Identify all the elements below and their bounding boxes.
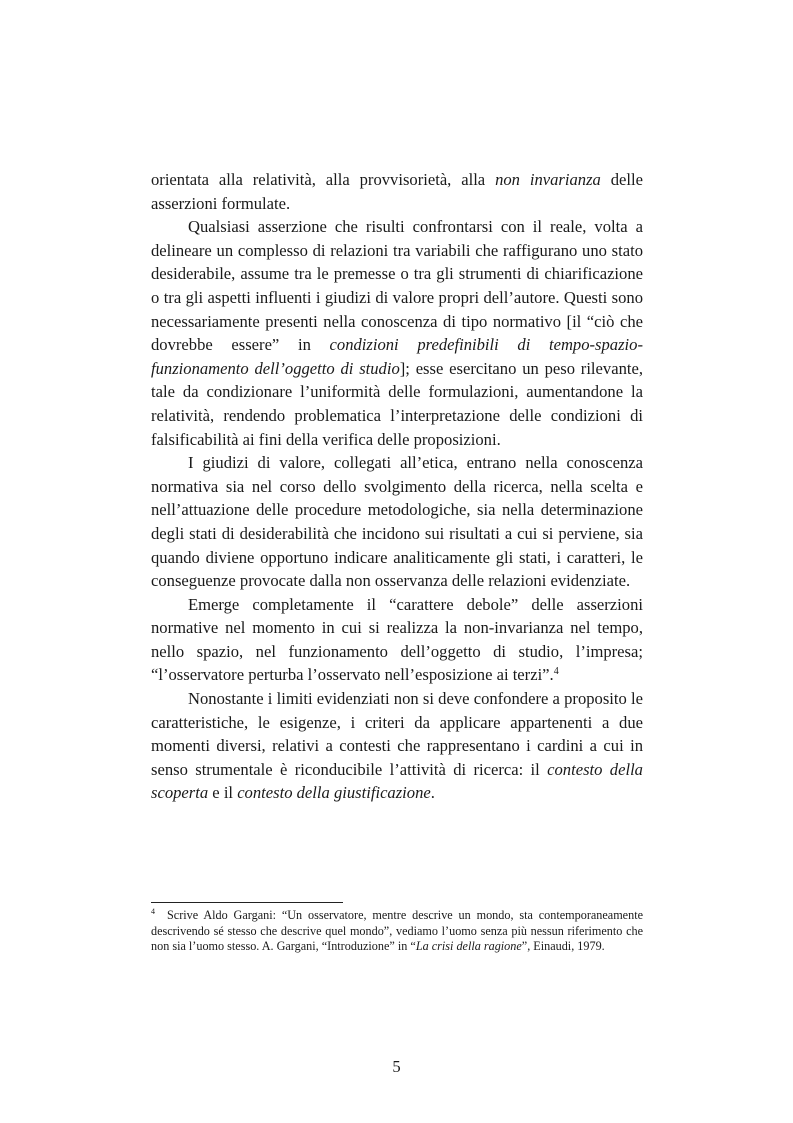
text-span: . [430, 783, 435, 803]
body-text [151, 168, 643, 805]
footnote-separator [151, 902, 343, 903]
text-span: Nonostante i limiti evidenziati non si deve confondere a proposito le caratteristiche, le esigenze, i criteri da applicare appartenenti a due momenti diversi, relativi a contesti che rappresentano i cardini a cui in senso strumentale è riconducibile l’attività di ricerca: il [151, 689, 643, 779]
paragraph-5 [151, 687, 643, 805]
paragraph-3 [151, 451, 643, 593]
footnote-4 [151, 908, 643, 955]
text-span: ”, Einaudi, 1979. [521, 939, 605, 954]
text-span: e il [208, 783, 238, 803]
text-span: Scrive Aldo Gargani: “Un osservatore, mentre descrive un mondo, sta contemporaneamente descrivendo sé stesso che descrive quel mondo”, vediamo l’uomo senza più nessun riferimento che non sia l’uomo stesso. A. Gargani, “Introduzione” in “ [151, 908, 643, 954]
text-span: delle asserzioni formulate. [151, 170, 643, 213]
footnote-number: 4 [151, 907, 155, 916]
text-span: Emerge completamente il “carattere debole” delle asserzioni normative nel momento in cui si realizza la non-invarianza nel tempo, nello spazio, nel funzionamento dell’oggetto di studio, l’impresa; “l’osservatore perturba l’osservato nell’esposizione ai terzi”. [151, 594, 643, 685]
text-span: ]; esse esercitano un peso rilevante, tale da condizionare l’uniformità delle formulazioni, aumentandone la relatività, rendendo problematica l’interpretazione delle condizioni di falsificabilità ai fini della verifica delle proposizioni. [151, 358, 643, 449]
paragraph-2 [151, 215, 643, 451]
italic-span: condizioni predefinibili di tempo-spazio-funzionamento dell’oggetto di studio [151, 335, 643, 378]
paragraph-4 [151, 593, 643, 687]
italic-span: La crisi della ragione [415, 939, 522, 954]
text-span: I giudizi di valore, collegati all’etica, entrano nella conoscenza normativa sia nel corso dello svolgimento della ricerca, nella scelta e nell’attuazione delle procedure metodologiche, sia nella determinazione degli stati di desiderabilità che incidono sui risultati a cui si perviene, sia quando diviene opportuno indicare analiticamente gli stati, i caratteri, le conseguenze provocate dalla non osservanza delle relazioni evidenziate. [151, 453, 643, 591]
italic-span: non invarianza [495, 170, 601, 189]
paragraph-1 [151, 168, 643, 215]
italic-span: contesto della scoperta [151, 759, 643, 803]
page-number: 5 [392, 1057, 401, 1076]
italic-span: contesto della giustificazione [237, 783, 431, 803]
text-span: orientata alla relatività, alla provvisorietà, alla [151, 170, 496, 189]
text-span: Qualsiasi asserzione che risulti confrontarsi con il reale, volta a delineare un complesso di relazioni tra variabili che raffigurano uno stato desiderabile, assume tra le premesse o tra gli strumenti di chiarificazione o tra gli aspetti influenti i giudizi di valore propri dell’autore. Questi sono necessariamente presenti nella conoscenza di tipo normativo [il “ciò che dovrebbe essere” in [151, 217, 643, 355]
footnote-reference[interactable]: 4 [553, 666, 559, 678]
